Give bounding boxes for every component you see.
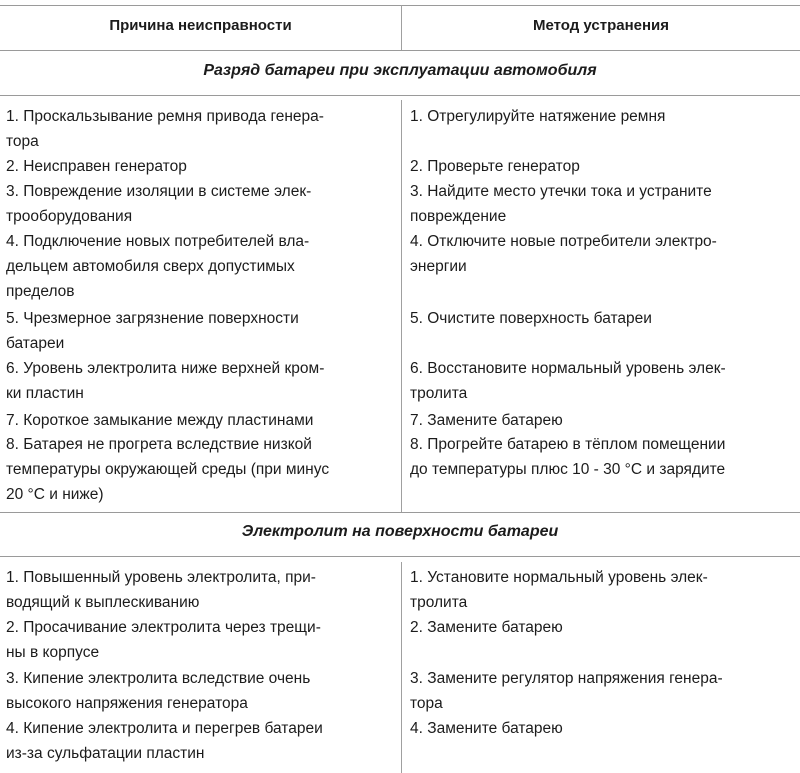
section-bottom-border bbox=[0, 512, 800, 513]
cause-line: тора bbox=[6, 133, 39, 150]
section-title-bottom-border bbox=[0, 556, 800, 557]
cause-line: высокого напряжения генератора bbox=[6, 695, 248, 712]
method-line: 5. Очистите поверхность батареи bbox=[410, 310, 652, 327]
cause-line: 2. Неисправен генератор bbox=[6, 158, 187, 175]
cause-line: пределов bbox=[6, 283, 75, 300]
cause-line: 8. Батарея не прогрета вследствие низкой bbox=[6, 436, 312, 453]
method-line: 3. Замените регулятор напряжения генера- bbox=[410, 670, 723, 687]
cause-line: 2. Просачивание электролита через трещи- bbox=[6, 619, 321, 636]
column-divider bbox=[401, 100, 402, 512]
method-line: тролита bbox=[410, 594, 468, 611]
section-title: Разряд батареи при эксплуатации автомобиля bbox=[203, 62, 597, 79]
method-line: 7. Замените батарею bbox=[410, 412, 563, 429]
method-line: до температуры плюс 10 - 30 °С и зарядите bbox=[410, 461, 726, 478]
header-method: Метод устранения bbox=[532, 16, 670, 34]
cause-line: 1. Повышенный уровень электролита, при- bbox=[6, 569, 316, 586]
column-divider bbox=[401, 562, 402, 773]
method-line: повреждение bbox=[410, 208, 507, 225]
method-line: тролита bbox=[410, 385, 468, 402]
method-line: 1. Установите нормальный уровень элек- bbox=[410, 569, 708, 586]
cause-line: 7. Короткое замыкание между пластинами bbox=[6, 412, 314, 429]
cause-line: 4. Подключение новых потребителей вла- bbox=[6, 233, 310, 250]
method-line: 2. Замените батарею bbox=[410, 619, 563, 636]
method-line: энергии bbox=[410, 258, 467, 275]
cause-line: трооборудования bbox=[6, 208, 133, 225]
cause-line: 3. Повреждение изоляции в системе элек- bbox=[6, 183, 312, 200]
method-line: 3. Найдите место утечки тока и устраните bbox=[410, 183, 712, 200]
cause-line: 1. Проскальзывание ремня привода генера- bbox=[6, 108, 324, 125]
method-line: тора bbox=[410, 695, 443, 712]
cause-line: 4. Кипение электролита и перегрев батареи bbox=[6, 720, 323, 737]
cause-line: 20 °С и ниже) bbox=[6, 486, 104, 503]
cause-line: из-за сульфатации пластин bbox=[6, 745, 205, 762]
method-line: 4. Замените батарею bbox=[410, 720, 563, 737]
cause-line: 3. Кипение электролита вследствие очень bbox=[6, 670, 311, 687]
method-line: 1. Отрегулируйте натяжение ремня bbox=[410, 108, 666, 125]
section-title: Электролит на поверхности батареи bbox=[241, 523, 559, 540]
cause-line: 6. Уровень электролита ниже верхней кром- bbox=[6, 360, 325, 377]
cause-line: дельцем автомобиля сверх допустимых bbox=[6, 258, 295, 275]
cause-line: ки пластин bbox=[6, 385, 84, 402]
cause-line: 5. Чрезмерное загрязнение поверхности bbox=[6, 310, 299, 327]
cause-line: водящий к выплескиванию bbox=[6, 594, 200, 611]
method-line: 6. Восстановите нормальный уровень элек- bbox=[410, 360, 726, 377]
cause-line: температуры окружающей среды (при минус bbox=[6, 461, 330, 478]
method-line: 8. Прогрейте батарею в тёплом помещении bbox=[410, 436, 726, 453]
method-line: 2. Проверьте генератор bbox=[410, 158, 580, 175]
cause-line: ны в корпусе bbox=[6, 644, 100, 661]
method-line: 4. Отключите новые потребители электро- bbox=[410, 233, 717, 250]
header-bottom-border bbox=[0, 50, 800, 51]
cause-line: батареи bbox=[6, 335, 65, 352]
section-title-bottom-border bbox=[0, 95, 800, 96]
header-cause: Причина неисправности bbox=[109, 16, 292, 34]
